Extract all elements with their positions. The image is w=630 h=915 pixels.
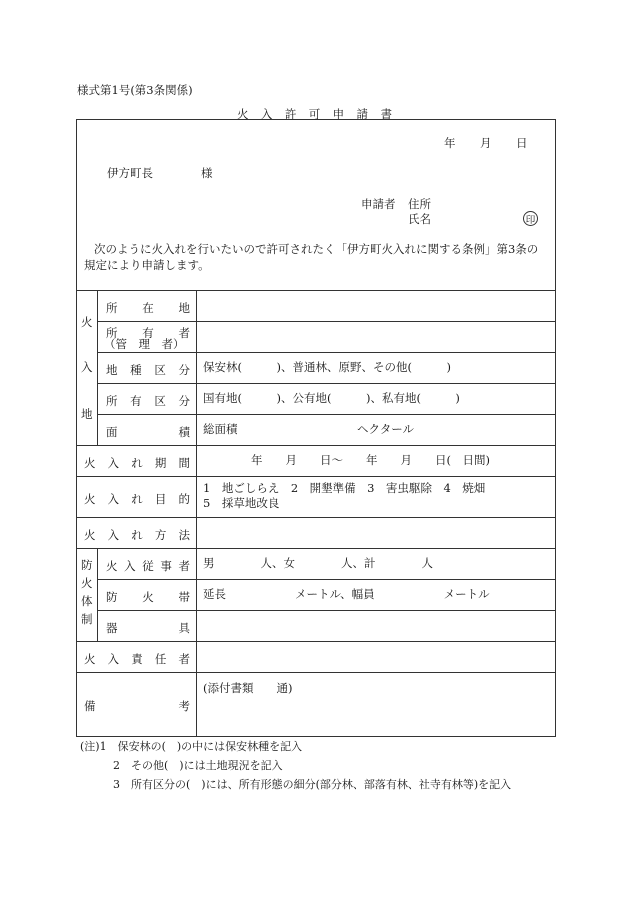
divider [76,548,556,549]
site-group-char: 火 [81,315,93,329]
divider [76,641,556,642]
firebreak-label: 防 火 帯 [106,590,190,604]
title-char: 請 [356,107,369,121]
period-value: 年 月 日～ 年 月 日( 日間) [251,453,490,467]
manager-note: （管 理 者） [104,337,185,351]
divider [97,321,556,322]
ownership-label: 所 有 区 分 [106,394,190,408]
body-text-line-2: 規定により申請します。 [84,258,210,272]
divider [97,610,556,611]
location-label: 所 在 地 [106,301,190,315]
area-value-label: 総面積 [203,422,238,436]
applicant-address-label: 住所 [408,197,431,211]
divider [76,290,556,291]
seal-mark: 印 [523,211,538,226]
divider [97,383,556,384]
fire-prevention-group-char: 防 [81,558,93,572]
land-category-label: 地 種 区 分 [106,363,190,377]
remarks-label: 備 考 [84,699,190,713]
title-char: 火 [237,107,249,121]
fire-prevention-group-char: 火 [81,576,93,590]
note-line-1: (注)1 保安林の( )の中には保安林種を記入 [80,740,303,753]
divider [97,579,556,580]
workers-label: 火 入 従 事 者 [106,559,190,573]
title-char: 許 [284,107,297,121]
divider [76,672,556,673]
title-char: 申 [332,107,345,121]
ownership-value: 国有地( )、公有地( )、私有地( ) [203,391,460,405]
owner-label: 所 有 者 [106,326,190,340]
purpose-options-line-1: 1 地ごしらえ 2 開墾準備 3 害虫駆除 4 焼畑 [203,481,486,495]
period-label: 火 入 れ 期 間 [84,456,190,470]
title-char: 可 [308,107,321,121]
form-number-label: 様式第1号(第3条関係) [77,83,193,97]
date-year: 年 [444,136,456,150]
workers-value: 男 人、女 人、計 人 [203,556,433,570]
date-month: 月 [480,136,492,150]
equipment-label: 器 具 [106,621,190,635]
addressee-name: 伊方町長 [107,166,153,180]
body-text-line-1: 次のように火入れを行いたいので許可されたく「伊方町火入れに関する条例」第3条の [94,242,539,256]
fire-prevention-group-char: 体 [81,594,93,608]
divider [97,548,98,641]
purpose-options-line-2: 5 採草地改良 [203,496,280,510]
note-line-3: 3 所有区分の( )には、所有形態の細分(部分林、部落有林、社寺有林等)を記入 [113,778,512,791]
title-char: 入 [260,107,273,121]
divider [97,414,556,415]
site-group-char: 地 [81,407,93,421]
method-label: 火 入 れ 方 法 [84,528,190,542]
firebreak-value: 延長 メートル、幅員 メートル [203,587,490,601]
note-line-2: 2 その他( )には土地現況を記入 [113,759,283,772]
area-label: 面 積 [106,425,190,439]
divider [97,352,556,353]
divider [76,445,556,446]
attachment-note: (添付書類 通) [203,681,293,695]
site-group-char: 入 [81,360,93,374]
fire-prevention-group-char: 制 [81,612,93,626]
responsible-label: 火 入 責 任 者 [84,652,190,666]
purpose-label: 火 入 れ 目 的 [84,492,190,506]
divider [196,290,197,737]
land-category-value: 保安林( )、普通林、原野、その他( ) [203,360,451,374]
applicant-label: 申請者 [361,197,396,211]
divider [76,517,556,518]
area-unit: ヘクタール [357,422,415,436]
addressee-honorific: 様 [201,166,213,180]
title-char: 書 [380,107,392,121]
date-day: 日 [516,136,528,150]
divider [97,290,98,445]
divider [76,476,556,477]
applicant-name-label: 氏名 [408,212,431,226]
